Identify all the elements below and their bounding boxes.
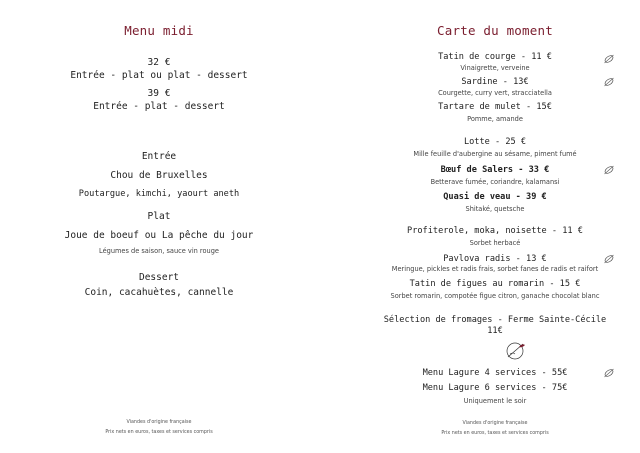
carte-item-desc: Pomme, amande: [467, 115, 523, 123]
leaf-icon: [603, 367, 615, 379]
section-heading-plat: Plat: [147, 211, 171, 222]
carte-item-desc: Sorbet herbacé: [469, 239, 521, 247]
footer-prices: Prix nets en euros, taxes et services compris: [105, 430, 213, 435]
carte-item-name: Lotte - 25 €: [463, 137, 527, 147]
carte-item-desc: Betterave fumée, coriandre, kalamansi: [430, 178, 560, 186]
carte-item-name: Pavlova radis - 13 €: [443, 254, 547, 264]
cheese-selection: Sélection de fromages - Ferme Sainte-Cécile: [383, 315, 607, 325]
carte-item-name: Tartare de mulet - 15€: [438, 102, 552, 112]
carte-item-desc: Vinaigrette, verveine: [460, 64, 530, 72]
leaf-icon: [603, 53, 615, 65]
leaf-icon: [603, 253, 615, 265]
leaf-icon: [603, 76, 615, 88]
carte-item-name: Sardine - 13€: [461, 77, 529, 87]
footer-origin: Viandes d'origine française: [126, 420, 192, 425]
carte-column: [350, 0, 640, 453]
menu-midi-title: Menu midi: [124, 23, 194, 38]
footer-prices: Prix nets en euros, taxes et services compris: [441, 431, 549, 436]
menu-lagure-4: Menu Lagure 4 services - 55€: [422, 368, 568, 378]
section-desc-plat: Légumes de saison, sauce vin rouge: [99, 247, 219, 255]
menu-midi-formula-1: Entrée - plat ou plat - dessert: [70, 70, 248, 81]
carte-item-desc: Courgette, curry vert, stracciatella: [438, 89, 552, 97]
section-dish-dessert: Coin, cacahuètes, cannelle: [84, 287, 234, 298]
section-heading-dessert: Dessert: [138, 272, 180, 283]
leaf-icon: [603, 164, 615, 176]
section-desc-entree: Poutargue, kimchi, yaourt aneth: [78, 189, 240, 199]
carte-item-desc: Meringue, pickles et radis frais, sorbet fanes de radis et raifort: [391, 265, 599, 273]
carte-item-name: Bœuf de Salers - 33 €: [440, 165, 550, 175]
brand-emblem-icon: [504, 339, 526, 361]
menu-lagure-note: Uniquement le soir: [463, 397, 527, 405]
carte-item-name: Tatin de figues au romarin - 15 €: [409, 279, 581, 289]
menu-midi-price-2: 39 €: [147, 88, 171, 99]
section-dish-plat: Joue de boeuf ou La pêche du jour: [64, 230, 254, 241]
carte-item-desc: Sorbet romarin, compotée figue citron, ganache chocolat blanc: [390, 292, 600, 300]
menu-midi-column: [0, 0, 318, 453]
carte-title: Carte du moment: [437, 23, 553, 38]
menu-midi-formula-2: Entrée - plat - dessert: [93, 101, 225, 112]
section-dish-entree: Chou de Bruxelles: [110, 170, 208, 181]
carte-item-desc: Shitaké, quetsche: [465, 205, 525, 213]
section-heading-entree: Entrée: [141, 151, 177, 162]
menu-lagure-6: Menu Lagure 6 services - 75€: [422, 383, 568, 393]
carte-item-name: Tatin de courge - 11 €: [438, 52, 552, 62]
carte-item-name: Profiterole, moka, noisette - 11 €: [407, 226, 583, 236]
carte-item-desc: Mille feuille d'aubergine au sésame, piment fumé: [413, 150, 577, 158]
carte-item-name: Quasi de veau - 39 €: [443, 192, 547, 202]
menu-midi-price-1: 32 €: [147, 57, 171, 68]
footer-origin: Viandes d'origine française: [462, 421, 528, 426]
cheese-price: 11€: [487, 326, 503, 336]
